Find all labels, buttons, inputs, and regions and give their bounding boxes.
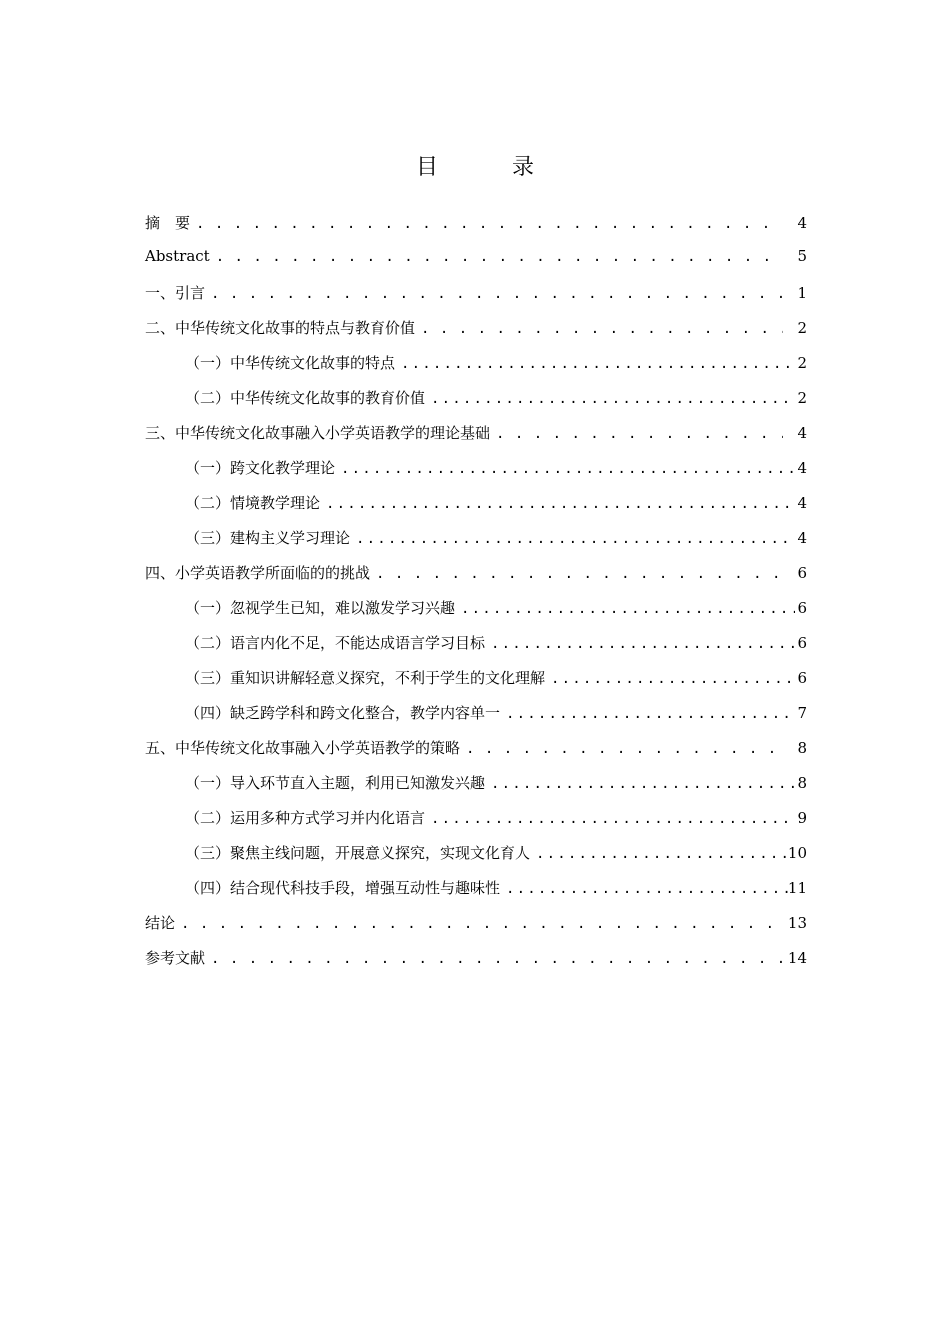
toc-leader-dots [401, 356, 795, 372]
toc-entry[interactable] [145, 422, 807, 457]
toc-leader-dots [341, 461, 795, 477]
toc-leader-dots [536, 846, 788, 862]
toc-entry-page: 1 [797, 284, 807, 302]
toc-entry[interactable] [145, 317, 807, 352]
toc-entry-page: 8 [797, 774, 807, 792]
toc-entry-page: 13 [787, 914, 807, 932]
toc-entry-label: 二、中华传统文化故事的特点与教育价值 [145, 319, 416, 337]
toc-entry-page: 4 [797, 494, 807, 512]
toc-entry[interactable] [145, 667, 807, 702]
toc-leader-dots [461, 601, 795, 617]
toc-entry[interactable] [145, 457, 807, 492]
toc-leader-dots [211, 286, 783, 302]
toc-entry-page: 9 [797, 809, 807, 827]
toc-entry-page: 5 [797, 247, 807, 265]
toc-entry[interactable] [145, 912, 807, 947]
toc-entry[interactable] [145, 352, 807, 387]
toc-entry-page: 6 [797, 564, 807, 582]
toc-leader-dots [181, 916, 782, 932]
toc-entry-page: 2 [797, 389, 807, 407]
toc-entry[interactable] [145, 842, 807, 877]
toc-leader-dots [491, 776, 795, 792]
toc-entry-page: 6 [797, 634, 807, 652]
toc-entry[interactable] [145, 877, 807, 912]
toc-entry-page: 11 [787, 879, 807, 897]
toc-entry-page: 2 [797, 319, 807, 337]
toc-entry[interactable] [145, 247, 807, 282]
toc-entry-label: （一）导入环节直入主题，利用已知激发兴趣 [185, 774, 486, 792]
toc-leader-dots [431, 811, 795, 827]
toc-entry-label: 三、中华传统文化故事融入小学英语教学的理论基础 [145, 424, 491, 442]
toc-entry-label: 四、小学英语教学所面临的的挑战 [145, 564, 371, 582]
toc-entry[interactable] [145, 282, 807, 317]
toc-entry[interactable] [145, 562, 807, 597]
toc-leader-dots [551, 671, 795, 687]
toc-leader-dots [506, 881, 788, 897]
toc-entry[interactable] [145, 737, 807, 772]
toc-entry-page: 6 [797, 599, 807, 617]
toc-entry-label: （四）结合现代科技手段，增强互动性与趣味性 [185, 879, 501, 897]
toc-leader-dots [496, 426, 783, 442]
toc-entry-label: （二）语言内化不足，不能达成语言学习目标 [185, 634, 486, 652]
toc-entry-label: （一）中华传统文化故事的特点 [185, 354, 396, 372]
toc-entry-label: （二）运用多种方式学习并内化语言 [185, 809, 426, 827]
toc-leader-dots [326, 496, 795, 512]
toc-entry-label: 参考文献 [145, 949, 206, 967]
toc-entry[interactable] [145, 527, 807, 562]
toc-entry[interactable] [145, 702, 807, 737]
toc-entry-page: 6 [797, 669, 807, 687]
toc-entry-page: 2 [797, 354, 807, 372]
toc-leader-dots [356, 531, 795, 547]
toc-leader-dots [421, 321, 783, 337]
toc-entry-page: 4 [797, 459, 807, 477]
toc-entry-page: 4 [797, 214, 807, 232]
toc-leader-dots [216, 249, 783, 265]
toc-title: 目 录 [415, 155, 560, 180]
toc-leader-dots [196, 216, 783, 232]
toc-entry-page: 8 [797, 739, 807, 757]
toc-entry-page: 4 [797, 424, 807, 442]
toc-entry-label: （四）缺乏跨学科和跨文化整合，教学内容单一 [185, 704, 501, 722]
toc-entry-label: （三）重知识讲解轻意义探究，不利于学生的文化理解 [185, 669, 546, 687]
toc-list [145, 212, 807, 982]
toc-entry-page: 14 [787, 949, 807, 967]
toc-leader-dots [506, 706, 795, 722]
toc-entry[interactable] [145, 772, 807, 807]
toc-entry-page: 7 [797, 704, 807, 722]
toc-entry[interactable] [145, 947, 807, 982]
toc-entry[interactable] [145, 807, 807, 842]
toc-entry[interactable] [145, 492, 807, 527]
toc-entry[interactable] [145, 632, 807, 667]
toc-entry-label: （二）中华传统文化故事的教育价值 [185, 389, 426, 407]
toc-entry-page: 10 [787, 844, 807, 862]
toc-leader-dots [376, 566, 783, 582]
toc-leader-dots [431, 391, 795, 407]
toc-entry-label: （一）跨文化教学理论 [185, 459, 336, 477]
toc-leader-dots [491, 636, 795, 652]
toc-entry-label: 一、引言 [145, 284, 206, 302]
toc-leader-dots [466, 741, 783, 757]
toc-entry-label: （二）情境教学理论 [185, 494, 321, 512]
toc-entry-label: 摘 要 [145, 214, 191, 232]
toc-entry-label: （三）聚焦主线问题，开展意义探究，实现文化育人 [185, 844, 531, 862]
toc-entry[interactable] [145, 212, 807, 247]
toc-entry[interactable] [145, 597, 807, 632]
toc-entry-page: 4 [797, 529, 807, 547]
toc-entry[interactable] [145, 387, 807, 422]
toc-entry-label: 五、中华传统文化故事融入小学英语教学的策略 [145, 739, 461, 757]
toc-entry-label: （一）忽视学生已知，难以激发学习兴趣 [185, 599, 456, 617]
toc-leader-dots [211, 951, 782, 967]
toc-entry-label: 结论 [145, 914, 176, 932]
toc-entry-label: Abstract [145, 247, 210, 265]
toc-entry-label: （三）建构主义学习理论 [185, 529, 351, 547]
